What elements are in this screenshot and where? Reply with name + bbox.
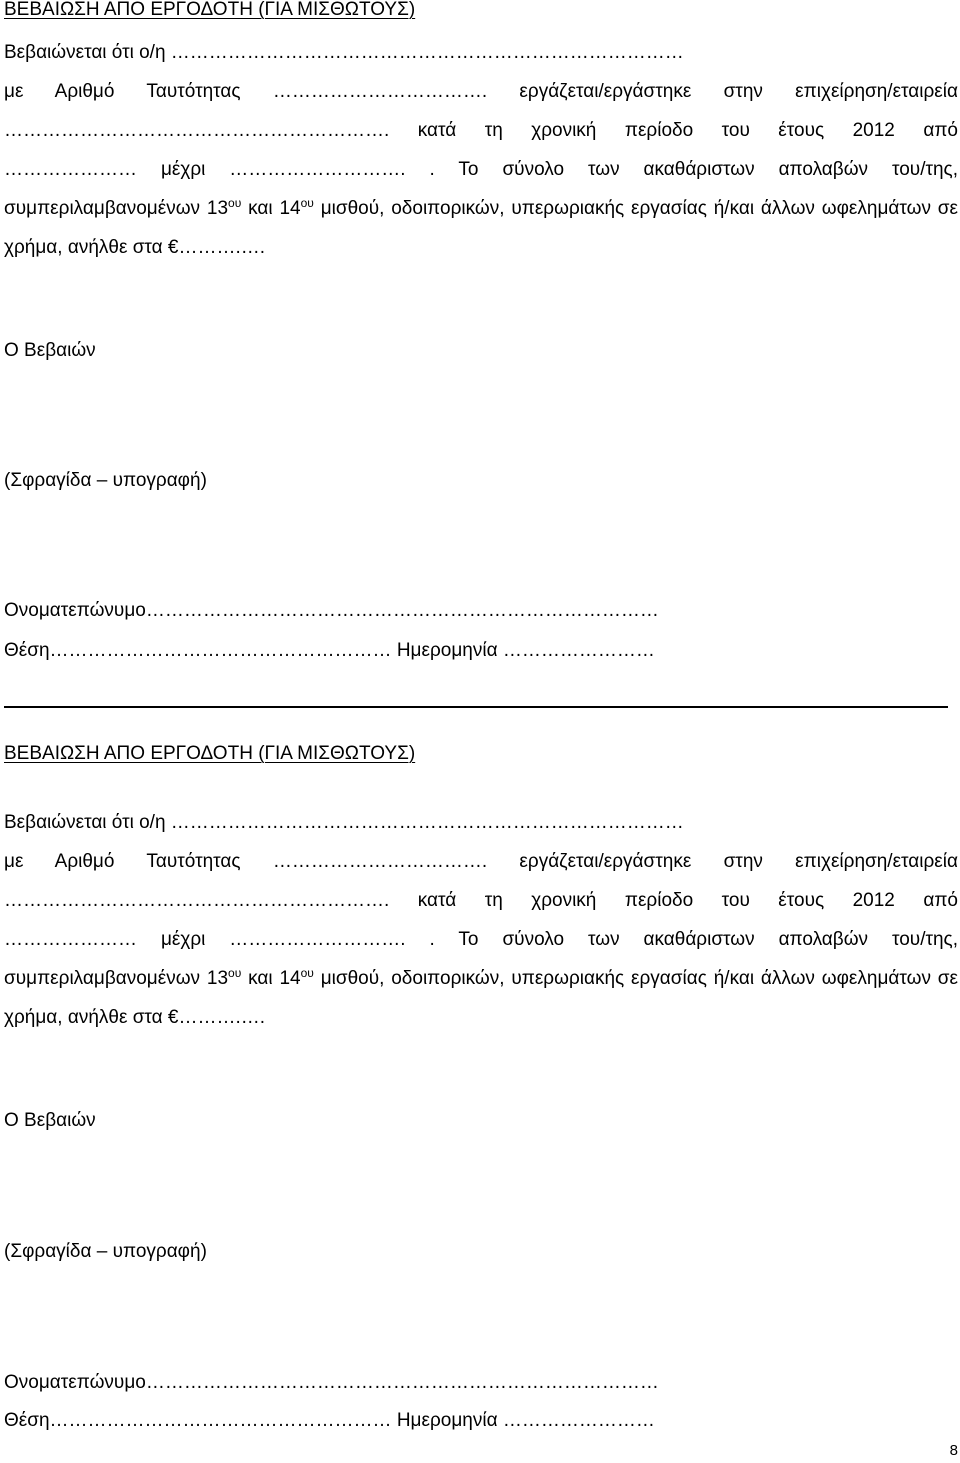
paragraph-line: ……………………………………………………. κατά τη χρονική περίοδο του έτους 2012 από [4,890,958,911]
paragraph-line: με Αριθμό Ταυτότητας ……………………………. εργάζεται/εργάστηκε στην επιχείρηση/εταιρεία [4,81,958,102]
position-date-field: Θέση……………………………………………… Ημερομηνία …………………… [4,640,655,661]
paragraph-line: με Αριθμό Ταυτότητας ……………………………. εργάζεται/εργάστηκε στην επιχείρηση/εταιρεία [4,851,958,872]
certificate-paragraph [4,33,958,267]
stamp-signature-label: (Σφραγίδα – υπογραφή) [4,470,207,491]
page-number: 8 [949,1442,958,1459]
paragraph-line: ……………………………………………………. κατά τη χρονική περίοδο του έτους 2012 από [4,120,958,141]
paragraph-line: συμπεριλαμβανομένων $13^{o\upsilon}$ και $14^{o\upsilon}$ μισθού, οδοιπορικών, υπερωριακής εργασίας ή/και άλλων ωφελημάτων σε [4,196,958,219]
section-title: ΒΕΒΑΙΩΣΗ ΑΠΟ ΕΡΓΟΔΟΤΗ (ΓΙΑ ΜΙΣΘΩΤΟΥΣ) [4,743,416,764]
certifier-label: Ο Βεβαιών [4,340,96,361]
section-title: ΒΕΒΑΙΩΣΗ ΑΠΟ ΕΡΓΟΔΟΤΗ (ΓΙΑ ΜΙΣΘΩΤΟΥΣ) [4,0,416,20]
full-name-field: Ονοματεπώνυμο……………………………………………………………………… [4,1372,659,1393]
paragraph-line: ………………… μέχρι ………………………. . Το σύνολο των ακαθάριστων απολαβών του/της, [4,159,958,180]
paragraph-line: Βεβαιώνεται ότι ο/η ……………………………………………………………………… [4,42,684,63]
paragraph-line: χρήμα, ανήλθε στα €……….…. [4,237,266,258]
document-page [4,0,958,1463]
certifier-label: Ο Βεβαιών [4,1110,96,1131]
paragraph-line: χρήμα, ανήλθε στα €……….…. [4,1007,266,1028]
position-date-field: Θέση……………………………………………… Ημερομηνία …………………… [4,1410,655,1431]
paragraph-line: ………………… μέχρι ………………………. . Το σύνολο των ακαθάριστων απολαβών του/της, [4,929,958,950]
paragraph-line: συμπεριλαμβανομένων $13^{o\upsilon}$ και $14^{o\upsilon}$ μισθού, οδοιπορικών, υπερωριακής εργασίας ή/και άλλων ωφελημάτων σε [4,966,958,989]
full-name-field: Ονοματεπώνυμο……………………………………………………………………… [4,600,659,621]
paragraph-line: Βεβαιώνεται ότι ο/η ……………………………………………………………………… [4,812,684,833]
section-separator [4,706,948,708]
certificate-paragraph [4,803,958,1037]
stamp-signature-label: (Σφραγίδα – υπογραφή) [4,1241,207,1262]
